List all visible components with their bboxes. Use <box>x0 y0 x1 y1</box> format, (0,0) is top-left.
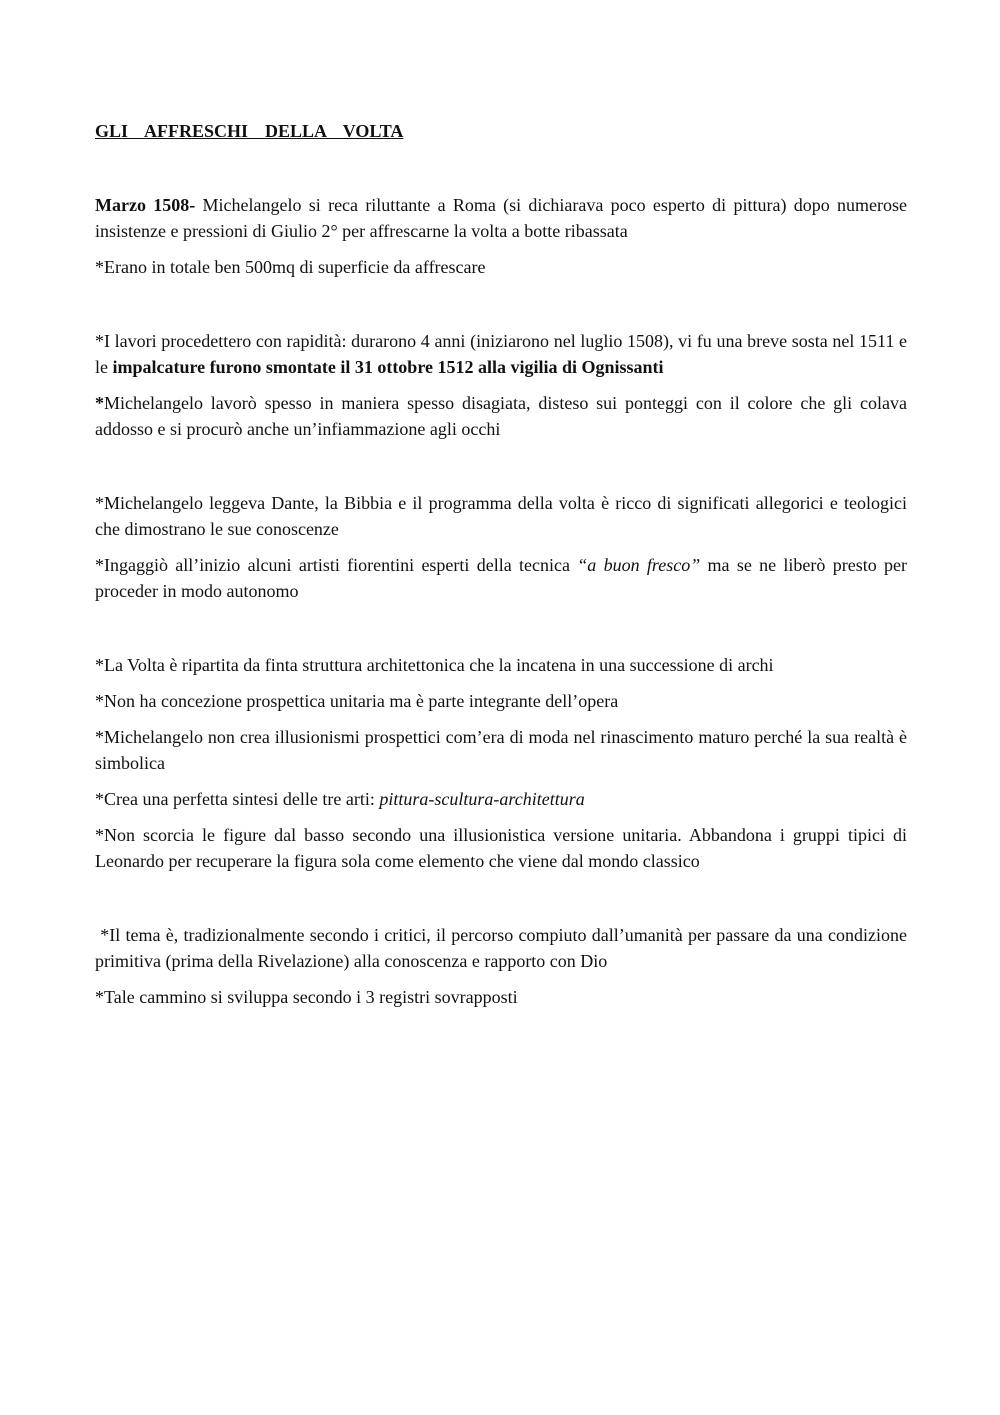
spacer <box>95 290 907 328</box>
paragraph-text: Michelangelo lavorò spesso in maniera spesso disagiata, disteso sui ponteggi con il colore che gli colava addosso e si procurò anche un’infiammazione agli occhi <box>95 393 907 439</box>
paragraph-disagiata <box>95 390 907 442</box>
paragraph-scorcia: *Non scorcia le figure dal basso secondo una illusionistica versione unitaria. Abbandona i gruppi tipici di Leonardo per recuperare la figura sola come elemento che viene dal mondo classico <box>95 825 907 871</box>
paragraph-text: Michelangelo si reca riluttante a Roma (si dichiarava poco esperto di pittura) dopo numerose insistenze e pressioni di Giulio 2° per affrescarne la volta a botte ribassata <box>95 195 907 241</box>
paragraph-buon-fresco <box>95 552 907 604</box>
bullet-mark: * <box>95 393 104 413</box>
paragraph-dante: *Michelangelo leggeva Dante, la Bibbia e il programma della volta è ricco di significati allegorici e teologici che dimostrano le sue conoscenze <box>95 493 907 539</box>
paragraph-illusionismi: *Michelangelo non crea illusionismi prospettici com’era di moda nel rinascimento maturo perché la sua realtà è simbolica <box>95 727 907 773</box>
paragraph-struttura: *La Volta è ripartita da finta struttura architettonica che la incatena in una successione di archi <box>95 655 774 675</box>
italic-term: “a buon fresco” <box>577 555 701 575</box>
paragraph-lavori <box>95 328 907 380</box>
document-page <box>95 118 912 1020</box>
paragraph-text: *Crea una perfetta sintesi delle tre arti: <box>95 789 380 809</box>
emphasis-text: impalcature furono smontate il 31 ottobre 1512 alla vigilia di Ognissanti <box>112 357 664 377</box>
spacer <box>95 614 907 652</box>
paragraph-prospettica: *Non ha concezione prospettica unitaria ma è parte integrante dell’opera <box>95 691 619 711</box>
paragraph-marzo-1508 <box>95 192 907 244</box>
spacer <box>95 452 907 490</box>
paragraph-sintesi <box>95 786 907 812</box>
date-label: Marzo 1508- <box>95 195 196 215</box>
paragraph-cammino: *Tale cammino si sviluppa secondo i 3 registri sovrapposti <box>95 987 518 1007</box>
paragraph-text: *I lavori procedettero con rapidità: durarono 4 anni (iniziarono nel luglio 1508), vi fu una breve sosta nel 1511 e le <box>95 331 907 377</box>
paragraph-tema: *Il tema è, tradizionalmente secondo i critici, il percorso compiuto dall’umanità per passare da una condizione primitiva (prima della Rivelazione) alla conoscenza e rapporto con Dio <box>95 925 912 971</box>
paragraph-text: *Ingaggiò all’inizio alcuni artisti fiorentini esperti della tecnica <box>95 555 578 575</box>
italic-term: pittura-scultura-architettura <box>379 789 585 809</box>
document-title: GLI AFFRESCHI DELLA VOLTA <box>95 121 404 141</box>
spacer <box>95 884 907 922</box>
paragraph-text: ma se ne liberò presto per proceder in modo autonomo <box>95 555 907 601</box>
paragraph-superficie: *Erano in totale ben 500mq di superficie da affrescare <box>95 257 486 277</box>
